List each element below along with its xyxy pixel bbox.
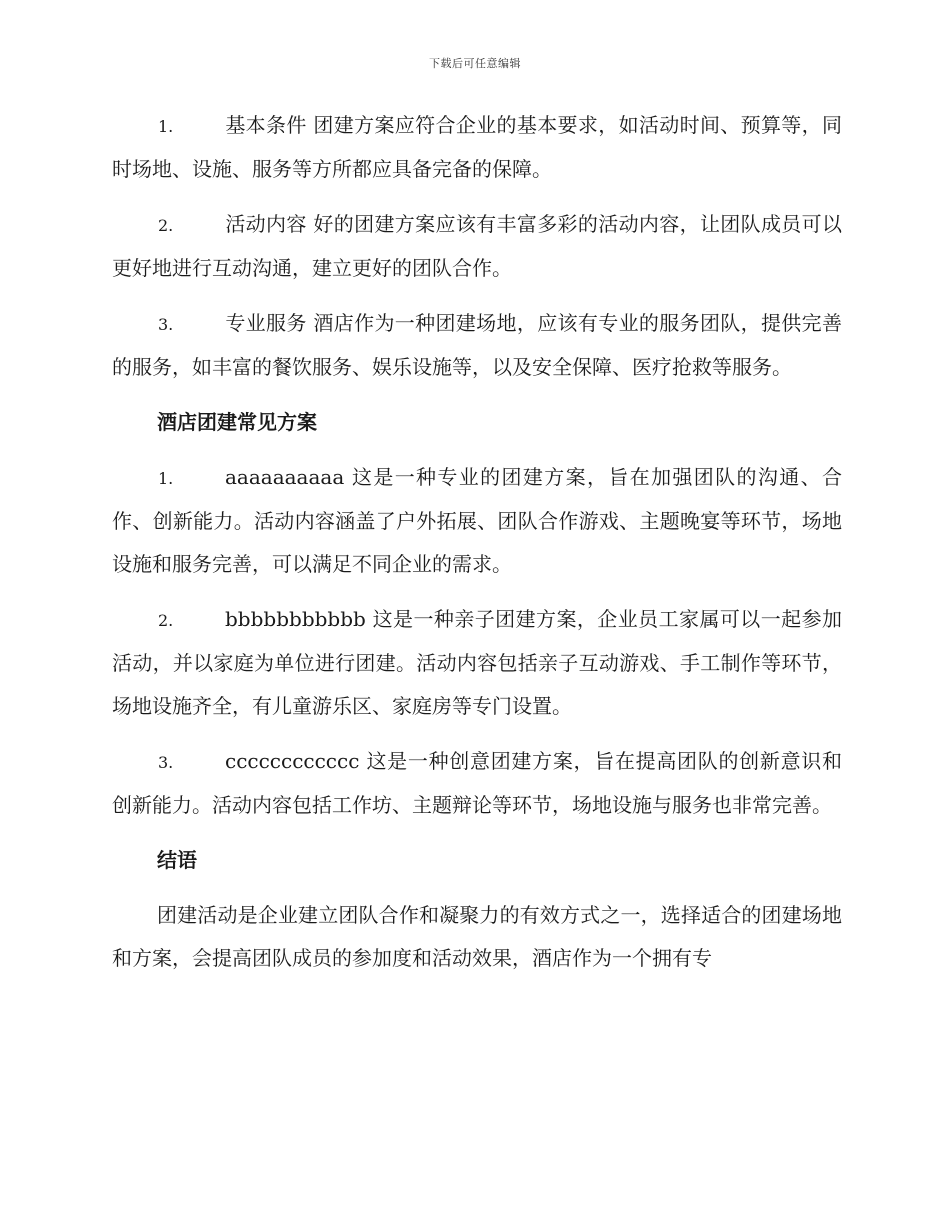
list-number: 2. bbox=[158, 216, 174, 235]
list-item bbox=[112, 740, 842, 827]
list-item bbox=[112, 302, 842, 389]
conclusion-paragraph: 团建活动是企业建立团队合作和凝聚力的有效方式之一，选择适合的团建场地和方案，会提高团队成员的参加度和活动效果，酒店作为一个拥有专 bbox=[112, 903, 842, 970]
list-item-text: 活动内容 好的团建方案应该有丰富多彩的活动内容，让团队成员可以更好地进行互动沟通，建立更好的团队合作。 bbox=[112, 212, 842, 280]
list-number: 3. bbox=[158, 315, 174, 334]
list-item-text: 基本条件 团建方案应符合企业的基本要求，如活动时间、预算等，同时场地、设施、服务等方所都应具备完备的保障。 bbox=[112, 113, 842, 181]
list-number: 3. bbox=[158, 753, 174, 772]
section-heading: 结语 bbox=[157, 848, 197, 872]
list-item-text: aaaaaaaaaa 这是一种专业的团建方案，旨在加强团队的沟通、合作、创新能力。活动内容涵盖了户外拓展、团队合作游戏、主题晚宴等环节，场地设施和服务完善，可以满足不同企业的需求。 bbox=[112, 465, 842, 576]
list-item bbox=[112, 598, 842, 728]
list-number: 1. bbox=[158, 469, 174, 488]
section-heading: 酒店团建常见方案 bbox=[157, 410, 317, 434]
list-item-text: bbbbbbbbbbb 这是一种亲子团建方案，企业员工家属可以一起参加活动，并以家庭为单位进行团建。活动内容包括亲子互动游戏、手工制作等环节，场地设施齐全，有儿童游乐区、家庭房等专门设置。 bbox=[112, 607, 842, 718]
list-item bbox=[112, 104, 842, 191]
list-number: 2. bbox=[158, 611, 174, 630]
list-item-text: 专业服务 酒店作为一种团建场地，应该有专业的服务团队，提供完善的服务，如丰富的餐饮服务、娱乐设施等，以及安全保障、医疗抢救等服务。 bbox=[112, 311, 842, 379]
list-item-text: cccccccccccc 这是一种创意团建方案，旨在提高团队的创新意识和创新能力。活动内容包括工作坊、主题辩论等环节，场地设施与服务也非常完善。 bbox=[112, 749, 842, 817]
list-item bbox=[112, 203, 842, 290]
header-note: 下载后可任意编辑 bbox=[429, 57, 521, 70]
list-item bbox=[112, 456, 842, 586]
list-number: 1. bbox=[158, 117, 174, 136]
document-body bbox=[112, 104, 842, 992]
